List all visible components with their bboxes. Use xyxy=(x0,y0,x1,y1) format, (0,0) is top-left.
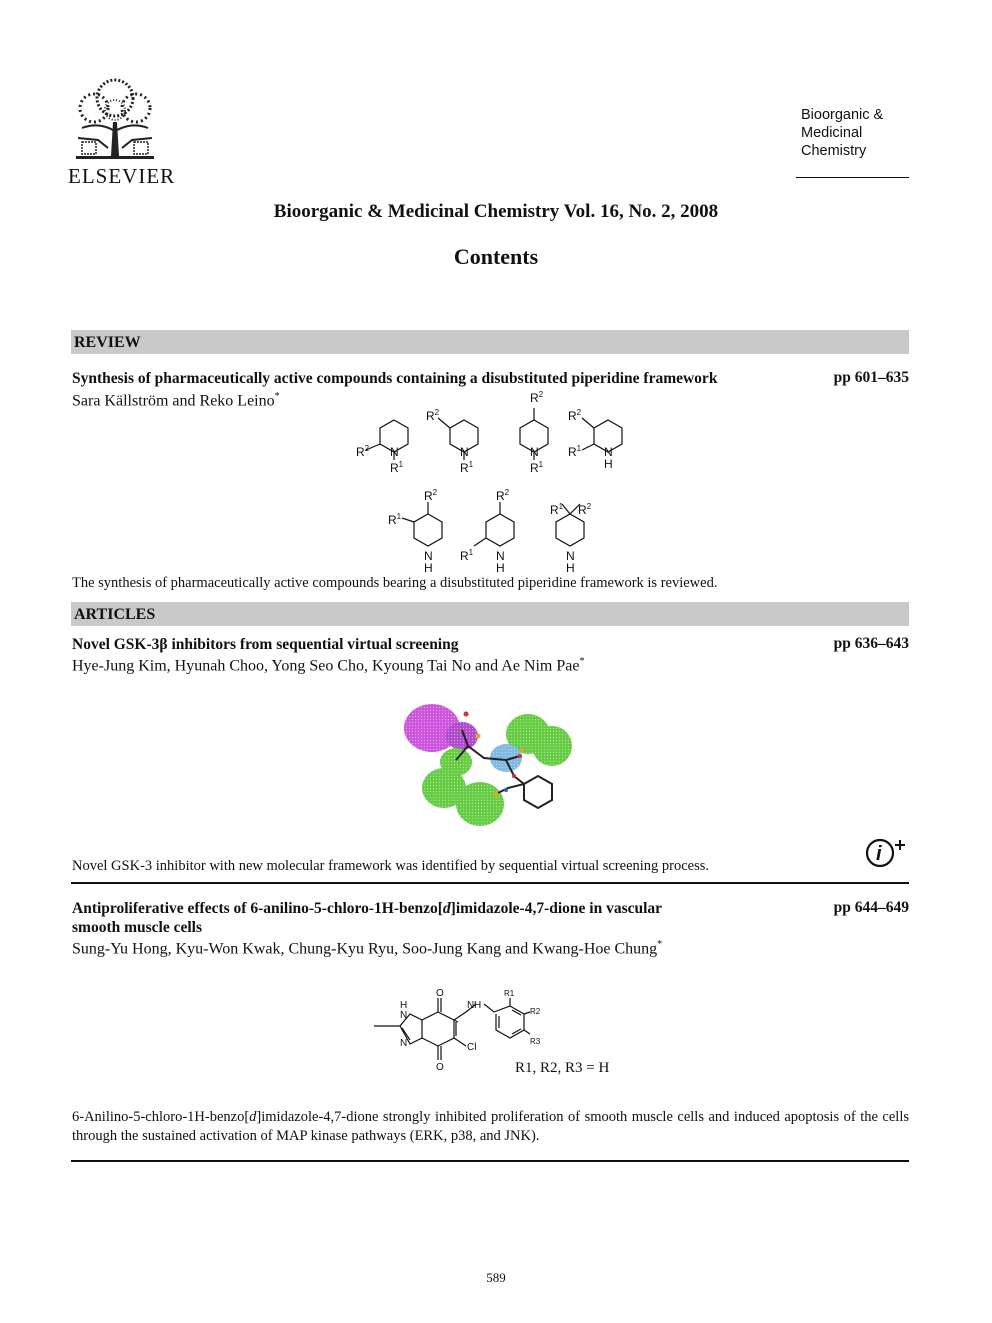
atom-label-n: N xyxy=(604,445,613,459)
substituent-label: $R^2$ xyxy=(530,390,544,405)
atom-label-o: O xyxy=(436,1062,444,1073)
article-divider xyxy=(71,882,909,884)
atom-label-h: H xyxy=(604,457,613,471)
svg-text:i: i xyxy=(876,843,882,865)
article-pages: pp 636–643 xyxy=(833,635,909,652)
substituent-label: $R^2$ xyxy=(426,408,440,423)
substituent-label: $R^1$ xyxy=(460,460,474,475)
corresponding-author-asterisk: * xyxy=(579,656,585,667)
substituent-label: $R^1$ xyxy=(460,548,474,563)
article-title-link[interactable]: Novel GSK-3β inhibitors from sequential virtual screening xyxy=(72,636,459,653)
atom-label-n: N xyxy=(400,1038,408,1049)
atom-label-h: H xyxy=(400,1000,408,1011)
corresponding-author-asterisk: * xyxy=(657,939,663,950)
article-divider xyxy=(71,1160,909,1162)
author-list: Hye-Jung Kim, Hyunah Choo, Yong Seo Cho, Kyoung Tai No and Ae Nim Pae xyxy=(72,657,580,675)
author-list: Sung-Yu Hong, Kyu-Won Kwak, Chung-Kyu Ryu, Soo-Jung Kang and Kwang-Hoe Chung xyxy=(72,940,658,958)
substituent-label: $R^2$ xyxy=(578,502,592,517)
substituent-label: R1 xyxy=(504,989,515,998)
atom-label-h: H xyxy=(496,561,505,575)
atom-label-n: N xyxy=(496,549,505,563)
article-title-link[interactable] xyxy=(72,899,712,937)
substituent-label: R3 xyxy=(530,1037,541,1046)
atom-label-n: N xyxy=(390,445,399,459)
substituent-label: $R^1$ xyxy=(388,512,402,527)
atom-label-n: N xyxy=(424,549,433,563)
section-header-articles: ARTICLES xyxy=(71,602,909,626)
substituent-label: $R^2$ xyxy=(356,444,370,459)
substituent-label: $R^1$ xyxy=(530,460,544,475)
formula-caption: R1, R2, R3 = H xyxy=(515,1060,610,1076)
substituent-label: $R^2$ xyxy=(568,408,582,423)
article-authors xyxy=(72,656,584,675)
corresponding-author-asterisk: * xyxy=(274,391,280,402)
abstract-italic: d xyxy=(249,1109,257,1125)
article-pages: pp 601–635 xyxy=(833,369,909,386)
journal-name-rule xyxy=(796,177,909,178)
volume-title: Bioorganic & Medicinal Chemistry Vol. 16, No. 2, 2008 xyxy=(273,201,719,222)
article-abstract: Novel GSK-3 inhibitor with new molecular framework was identified by sequential virtual screening process. xyxy=(72,858,710,874)
contents-heading: Contents xyxy=(453,244,539,269)
atom-label-h: H xyxy=(566,561,575,575)
atom-label-h: H xyxy=(474,1000,482,1011)
section-header-review: REVIEW xyxy=(71,330,909,354)
journal-name-line: Bioorganic & xyxy=(801,107,884,123)
supplementary-info-icon[interactable] xyxy=(864,836,908,870)
substituent-label: $R^2$ xyxy=(424,488,438,503)
article-title-link[interactable]: Synthesis of pharmaceutically active compounds containing a disubstituted piperidine framework xyxy=(72,370,718,387)
atom-label-n: N xyxy=(566,549,575,563)
substituent-label: $R^1$ xyxy=(390,460,404,475)
page-number: 589 xyxy=(486,1270,506,1285)
piperidine-structures-graphic xyxy=(340,388,660,578)
journal-name-line: Chemistry xyxy=(801,143,867,159)
atom-label-n: N xyxy=(460,445,469,459)
journal-name xyxy=(801,106,921,160)
substituent-label: $R^1$ xyxy=(568,444,582,459)
elsevier-logo xyxy=(68,78,176,189)
article-authors xyxy=(72,391,280,410)
abstract-text: ]imidazole-4,7-dione strongly inhibited proliferation of smooth muscle cells and induced apoptosis of the cells through the sustained activation of MAP kinase pathways (ERK, p38, and JNK). xyxy=(72,1109,909,1144)
atom-label-n: N xyxy=(467,1000,475,1011)
article-abstract: The synthesis of pharmaceutically active compounds bearing a disubstituted piperidine framework is reviewed. xyxy=(72,575,718,591)
elsevier-tree-icon xyxy=(68,78,162,162)
atom-label-o: O xyxy=(436,988,444,999)
substituent-label: $R^2$ xyxy=(496,488,510,503)
atom-label-cl: Cl xyxy=(467,1042,477,1053)
substituent-label: R2 xyxy=(530,1007,541,1016)
author-list: Sara Källström and Reko Leino xyxy=(72,392,275,410)
atom-label-h: H xyxy=(424,561,433,575)
article-abstract xyxy=(72,1108,909,1146)
publisher-name: ELSEVIER xyxy=(68,164,176,188)
abstract-text: 6-Anilino-5-chloro-1H-benzo[ xyxy=(72,1109,250,1125)
title-text: smooth muscle cells xyxy=(72,919,203,936)
pharmacophore-model-graphic xyxy=(396,700,586,840)
article-pages: pp 644–649 xyxy=(833,899,909,916)
title-text: ]imidazole-4,7-dione in vascular xyxy=(450,900,663,917)
title-italic: d xyxy=(442,900,451,917)
substituent-label: $R^1$ xyxy=(550,502,564,517)
article-authors xyxy=(72,939,662,958)
title-text: Antiproliferative effects of 6-anilino-5-chloro-1H-benzo[ xyxy=(72,900,443,917)
atom-label-n: N xyxy=(530,445,539,459)
atom-label-n: N xyxy=(400,1010,408,1021)
journal-name-line: Medicinal xyxy=(801,125,863,141)
